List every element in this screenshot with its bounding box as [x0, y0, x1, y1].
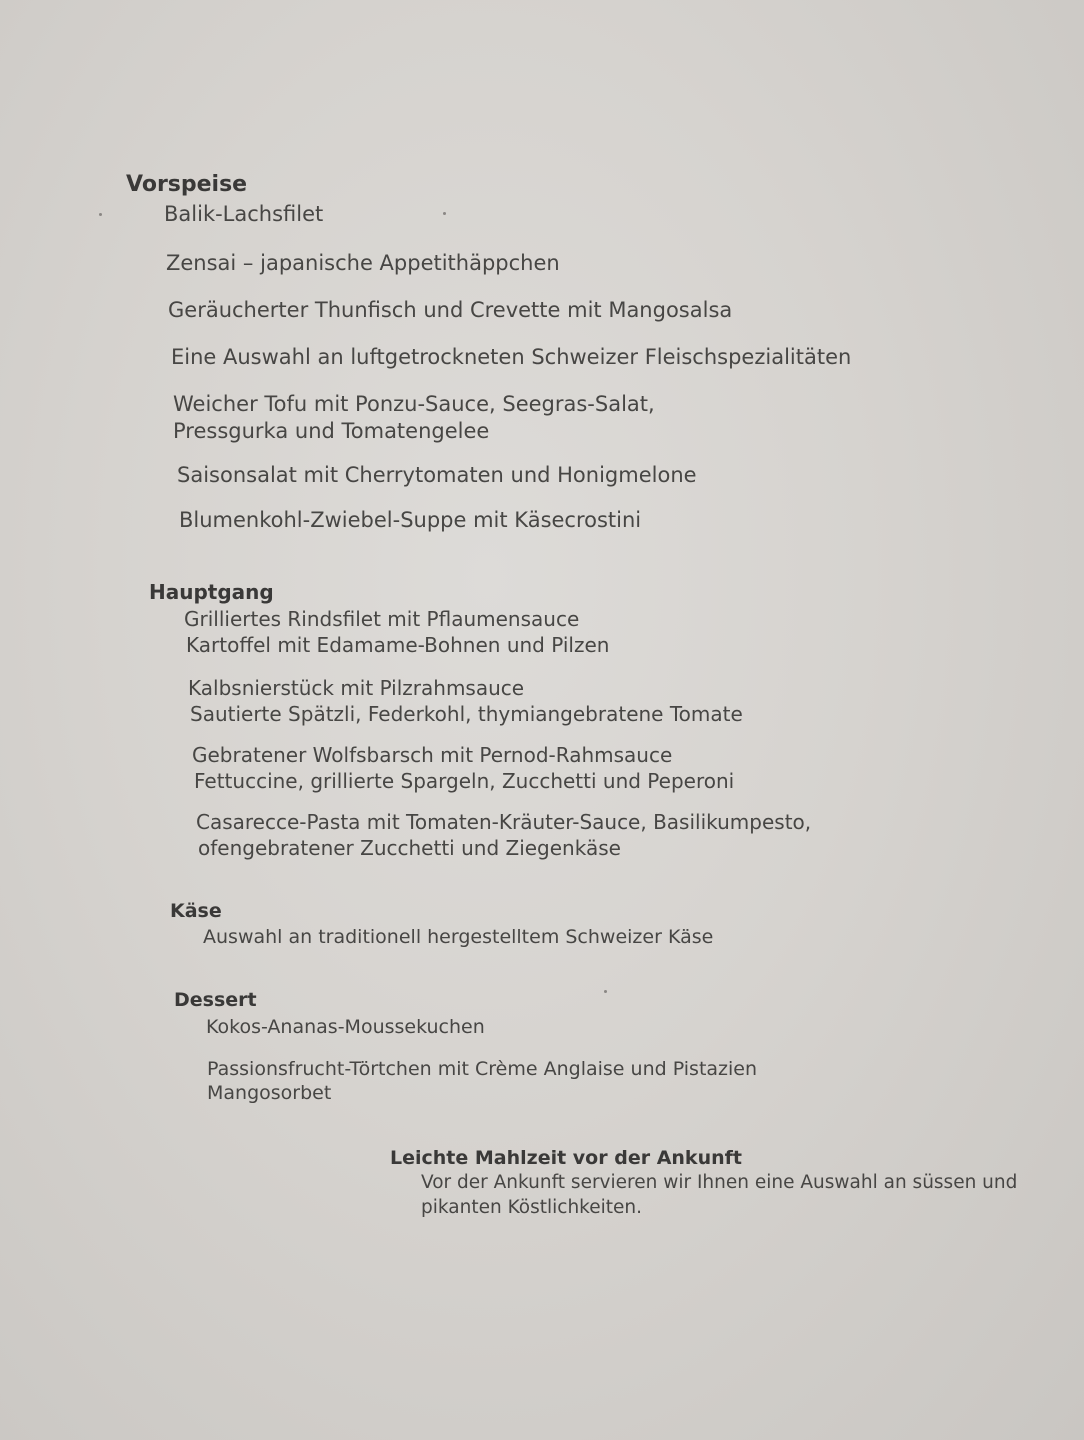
menu-item-line: Mangosorbet: [207, 1082, 332, 1104]
menu-item-line: Zensai – japanische Appetithäppchen: [166, 251, 560, 275]
menu-item: [421, 1170, 1017, 1220]
menu-item-line: Kokos-Ananas-Moussekuchen: [206, 1016, 485, 1038]
paper-speck: [604, 990, 607, 993]
menu-item-line: Weicher Tofu mit Ponzu-Sauce, Seegras-Salat,: [173, 392, 655, 416]
menu-item: [184, 606, 609, 658]
menu-item-line: Kartoffel mit Edamame-Bohnen und Pilzen: [186, 633, 610, 657]
menu-item: [164, 202, 323, 226]
menu-item-line: Grilliertes Rindsfilet mit Pflaumensauce: [184, 607, 580, 631]
section-heading-hauptgang: Hauptgang: [149, 580, 274, 604]
menu-item: [207, 1057, 757, 1105]
menu-item: [179, 508, 641, 532]
section-heading-kaese: Käse: [170, 900, 222, 922]
menu-item: [166, 251, 560, 275]
menu-item-line: Eine Auswahl an luftgetrockneten Schweizer Fleischspezialitäten: [171, 345, 852, 369]
section-heading-leichte-mahlzeit: Leichte Mahlzeit vor der Ankunft: [390, 1147, 742, 1169]
menu-item-line: Pressgurka und Tomatengelee: [173, 419, 490, 443]
menu-item: [168, 298, 732, 322]
menu-item: [196, 809, 811, 861]
menu-item-line: Auswahl an traditionell hergestelltem Schweizer Käse: [203, 926, 714, 948]
paper-speck: [99, 213, 102, 216]
menu-item-line: Saisonsalat mit Cherrytomaten und Honigmelone: [177, 463, 697, 487]
menu-item-line: Fettuccine, grillierte Spargeln, Zucchetti und Peperoni: [194, 769, 735, 793]
paper-speck: [443, 212, 446, 215]
menu-item-line: ofengebratener Zucchetti und Ziegenkäse: [198, 836, 621, 860]
menu-item-line: Balik-Lachsfilet: [164, 202, 324, 226]
menu-item-line: pikanten Köstlichkeiten.: [421, 1197, 642, 1218]
menu-item-line: Vor der Ankunft servieren wir Ihnen eine Auswahl an süssen und: [421, 1172, 1018, 1193]
section-heading-dessert: Dessert: [174, 989, 257, 1011]
menu-item-line: Passionsfrucht-Törtchen mit Crème Anglaise und Pistazien: [207, 1058, 758, 1080]
section-heading-vorspeise: Vorspeise: [126, 172, 248, 197]
menu-item-line: Gebratener Wolfsbarsch mit Pernod-Rahmsauce: [192, 743, 673, 767]
menu-item: [206, 1016, 485, 1038]
menu-item-line: Sautierte Spätzli, Federkohl, thymiangebratene Tomate: [190, 702, 743, 726]
menu-item: [173, 391, 655, 445]
menu-item-line: Blumenkohl-Zwiebel-Suppe mit Käsecrostini: [179, 508, 642, 532]
menu-item: [188, 675, 743, 727]
menu-item-line: Casarecce-Pasta mit Tomaten-Kräuter-Sauce, Basilikumpesto,: [196, 810, 812, 834]
menu-item: [171, 345, 851, 369]
menu-item: [203, 926, 713, 948]
menu-item-line: Geräucherter Thunfisch und Crevette mit Mangosalsa: [168, 298, 733, 322]
menu-item: [192, 742, 734, 794]
menu-item-line: Kalbsnierstück mit Pilzrahmsauce: [188, 676, 525, 700]
menu-item: [177, 463, 697, 487]
